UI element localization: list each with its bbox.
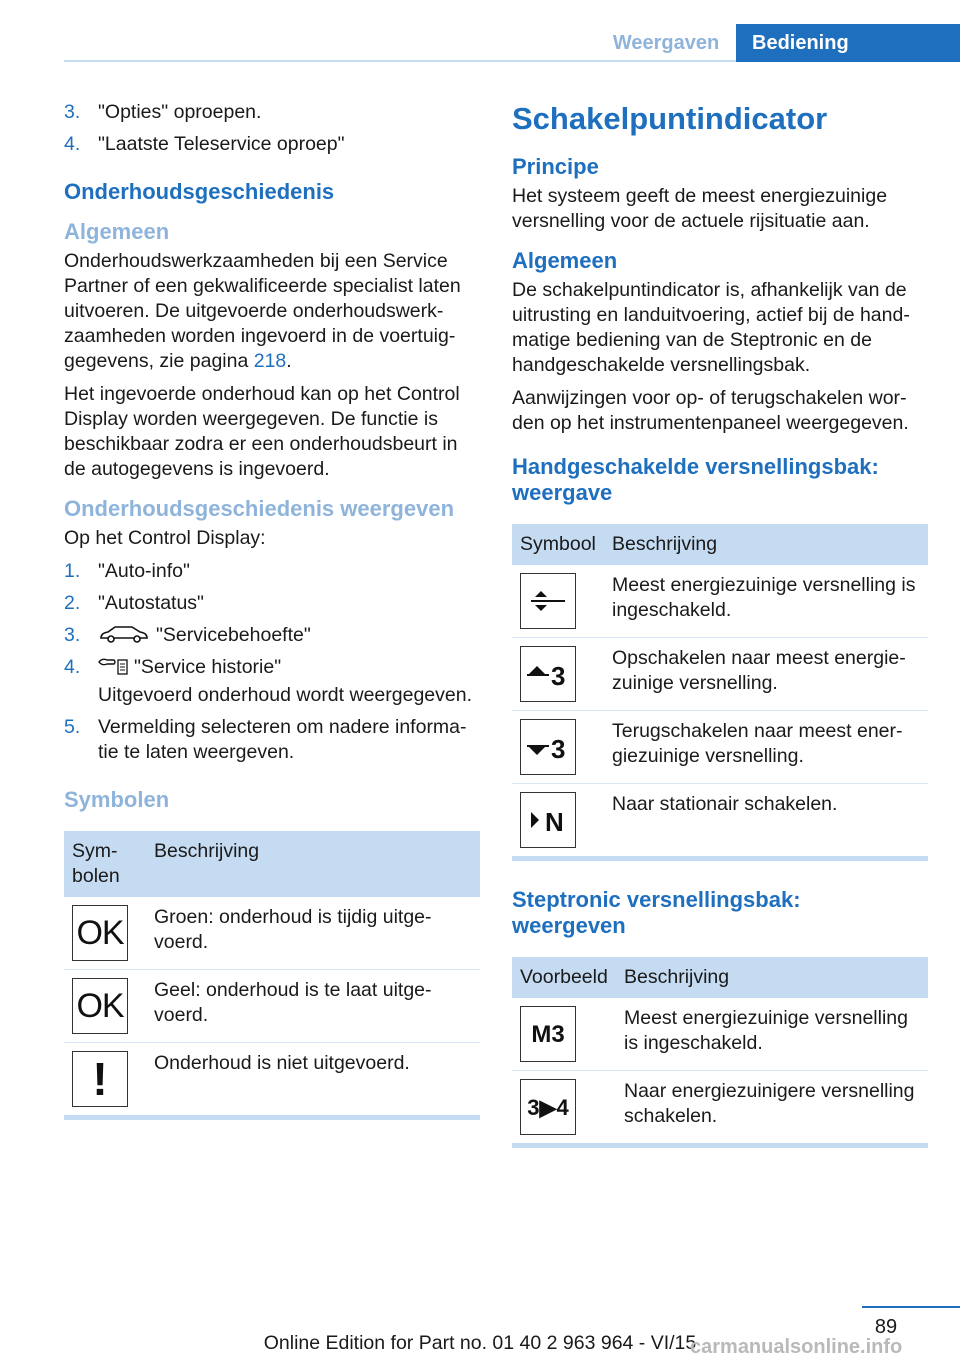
table-header-voorbeeld: Voorbeeld — [512, 957, 616, 998]
right-column — [512, 100, 928, 1148]
list-text — [98, 623, 480, 648]
table-row — [64, 1043, 480, 1116]
table-footer-bar — [512, 856, 928, 861]
table-row — [512, 784, 928, 857]
list-label: "Servicebehoefte" — [156, 624, 311, 646]
page-link[interactable]: 218 — [253, 350, 287, 372]
list-number: 4. — [64, 656, 81, 678]
list-number: 4. — [64, 133, 81, 155]
upshift-icon — [520, 646, 576, 702]
shift-glyph — [527, 1095, 568, 1120]
header-tab-weergaven[interactable]: Weergaven — [612, 32, 720, 54]
paragraph-control-display: Het ingevoerde onderhoud kan op het Control Display worden weergegeven. De functie is beschikbaar zodra er een onderhoudsbeurt in de autogegevens is ingevoerd. — [64, 383, 460, 480]
downshift-icon — [520, 719, 576, 775]
list-number: 5. — [64, 716, 81, 738]
optimal-gear-glyph — [523, 581, 573, 621]
header-tab-bediening[interactable]: Bediening — [736, 24, 960, 62]
symbol-text: M3 — [531, 1020, 565, 1048]
footer-rule — [862, 1306, 960, 1308]
list-number: 3. — [64, 101, 81, 123]
neutral-glyph — [523, 800, 573, 840]
list-item — [64, 132, 480, 157]
shift-3-to-4-icon — [520, 1079, 576, 1135]
svg-text:N: N — [545, 807, 564, 837]
table-header-beschrijving: Beschrijving — [616, 957, 928, 998]
table-footer-bar — [512, 1143, 928, 1148]
service-history-icon — [98, 656, 128, 676]
handgeschakeld-table — [512, 524, 928, 856]
table-row — [512, 565, 928, 638]
table-footer-bar — [64, 1115, 480, 1120]
symbol-text: OK — [76, 913, 124, 952]
list-text: "Autostatus" — [98, 592, 204, 614]
symbol-text: OK — [76, 986, 124, 1025]
neutral-icon — [520, 792, 576, 848]
heading-weergeven: Onderhoudsgeschiedenis weergeven — [64, 496, 455, 521]
list-item — [64, 655, 480, 680]
list-subtext: Uitgevoerd onderhoud wordt weergegeven. — [98, 684, 472, 706]
table-cell-desc: Naar stationair schakelen. — [612, 793, 838, 815]
table-cell-desc: Geel: onderhoud is te laat uitgevoerd. — [146, 970, 480, 1043]
list-item — [64, 100, 480, 125]
list-number: 1. — [64, 560, 81, 582]
exclamation-icon — [72, 1051, 128, 1107]
car-icon — [98, 624, 150, 644]
heading-steptronic: Steptronic versnellingsbak: weergeven — [512, 887, 801, 938]
list-text: "Laatste Teleservice oproep" — [98, 133, 345, 155]
heading-symbolen: Symbolen — [64, 787, 170, 812]
list-item — [64, 715, 480, 765]
paragraph-text: Onderhoudswerkzaamheden bij een Service Partner of een gekwalificeerde specialist laten uitvoeren. De uitgevoerde onderhoudswerkzaamheden worden ingevoerd in de voertuiggegevens, zie pagina — [64, 250, 461, 372]
table-row — [512, 998, 928, 1071]
table-header-row — [512, 957, 928, 998]
table-row — [64, 897, 480, 970]
table-cell-desc: Onderhoud is niet uitgevoerd. — [154, 1052, 410, 1074]
downshift-glyph — [523, 727, 573, 767]
heading-onderhoudsgeschiedenis: Onderhoudsgeschiedenis — [64, 179, 335, 204]
table-header-beschrijving: Beschrijving — [604, 524, 928, 565]
paragraph-principe: Het systeem geeft de meest energiezuinige versnelling voor de actuele rijsituatie aan. — [512, 185, 888, 232]
ok-yellow-icon — [72, 978, 128, 1034]
heading-algemeen: Algemeen — [64, 219, 170, 244]
table-row — [512, 711, 928, 784]
table-header-row — [64, 831, 480, 897]
steptronic-table — [512, 957, 928, 1143]
heading-schakelpuntindicator: Schakelpuntindicator — [512, 101, 828, 136]
table-header-symbool: Symbool — [512, 524, 604, 565]
heading-algemeen-right: Algemeen — [512, 248, 618, 273]
paragraph-text: . — [286, 350, 292, 372]
table-row — [512, 1071, 928, 1144]
heading-handgeschakeld: Handgeschakelde versnellingsbak: weergave — [512, 454, 879, 505]
list-text: Vermelding selecteren om nadere informatie te laten weergeven. — [98, 716, 467, 763]
paragraph-op-control-display: Op het Control Display: — [64, 527, 266, 549]
list-number: 2. — [64, 592, 81, 614]
m3-icon — [520, 1006, 576, 1062]
optimal-gear-icon — [520, 573, 576, 629]
table-cell-desc: Opschakelen naar meest energiezuinige versnelling. — [604, 638, 928, 711]
edition-text: Online Edition for Part no. 01 40 2 963 964 - VI/15 — [263, 1332, 697, 1354]
table-cell-desc: Meest energiezuinige versnelling is ingeschakeld. — [604, 565, 928, 638]
list-item — [64, 623, 480, 648]
paragraph-algemeen-2: Aanwijzingen voor op- of terugschakelen worden op het instrumentenpaneel weergegeven. — [512, 387, 909, 434]
table-header-row — [512, 524, 928, 565]
m3-glyph — [531, 1022, 564, 1047]
table-cell-desc: Terugschakelen naar meest energiezuinige versnelling. — [604, 711, 928, 784]
heading-principe: Principe — [512, 154, 599, 179]
list-label: "Service historie" — [134, 656, 282, 678]
list-item — [64, 559, 480, 584]
page-number: 89 — [874, 1316, 898, 1338]
table-cell-desc: Groen: onderhoud is tijdig uitgevoerd. — [146, 897, 480, 970]
ok-green-icon — [72, 905, 128, 961]
table-row — [512, 638, 928, 711]
table-cell-desc: Meest energiezuinige versnelling is ingeschakeld. — [616, 998, 928, 1071]
table-header-symbolen: Symbolen — [64, 831, 146, 897]
list-text — [98, 655, 480, 680]
upshift-glyph — [523, 654, 573, 694]
paragraph-algemeen-1: De schakelpuntindicator is, afhankelijk van de uitrusting en landuitvoering, actief bij de handmatige bediening van de Steptronic en de handgeschakelde versnellingsbak. — [512, 279, 910, 376]
symbolen-table — [64, 831, 480, 1115]
table-row — [64, 970, 480, 1043]
list-item — [64, 591, 480, 616]
symbol-text: ! — [92, 1052, 108, 1105]
list-text: "Auto-info" — [98, 560, 190, 582]
svg-text:3: 3 — [551, 661, 566, 691]
left-column — [64, 100, 480, 1120]
table-cell-desc: Naar energiezuinigere versnelling schakelen. — [624, 1080, 915, 1127]
paragraph-onderhoud — [64, 249, 480, 374]
table-header-beschrijving: Beschrijving — [146, 831, 480, 897]
svg-text:3: 3 — [551, 734, 566, 764]
watermark: carmanualsonline.info — [690, 1336, 903, 1358]
symbol-text: 3▶4 — [527, 1094, 569, 1120]
list-number: 3. — [64, 624, 81, 646]
list-text: "Opties" oproepen. — [98, 101, 262, 123]
